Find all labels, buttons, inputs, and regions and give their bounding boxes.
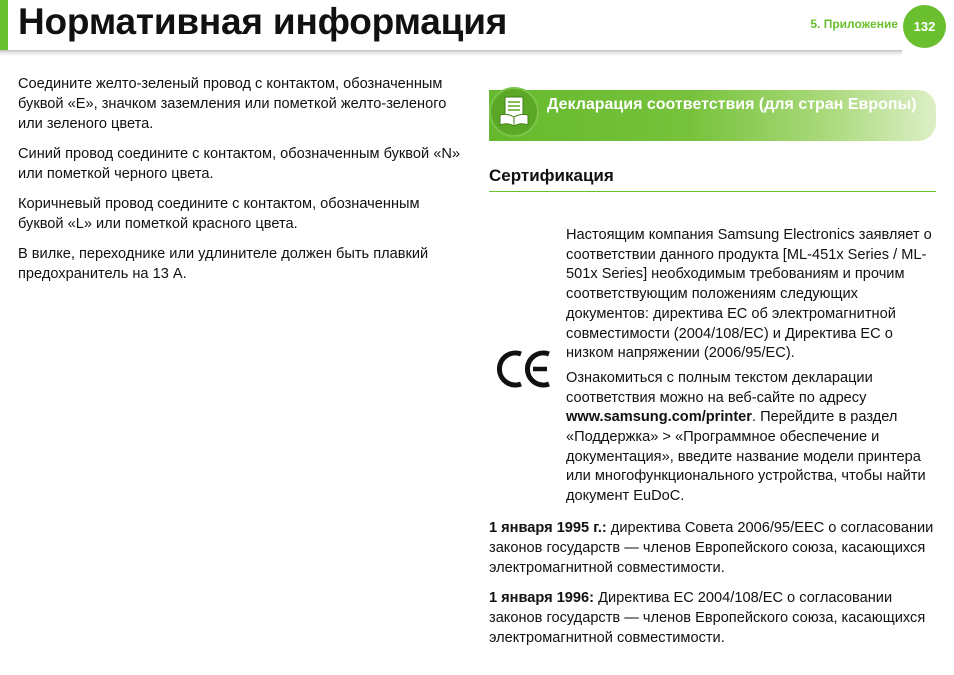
- directive-date: 1 января 1995 г.:: [489, 520, 607, 536]
- certification-heading: Сертификация: [489, 166, 614, 185]
- declaration-banner: [489, 90, 936, 141]
- paragraph: Коричневый провод соедините с контактом, обозначенным буквой «L» или пометкой красного цвета.: [18, 196, 420, 232]
- header-accent-bar: [0, 0, 8, 52]
- certification-paragraph: Настоящим компания Samsung Electronics заявляет о соответствии данного продукта [ML-451x Series / ML-501x Series] необходимым требованиям и прочим соответствующим положениям следующих документов: директива ЕС об электромагнитной совместимости (2004/108/EC) и Директива ЕС о низком напряжении (2006/95/EC).: [566, 227, 932, 362]
- paragraph: В вилке, переходнике или удлинителе должен быть плавкий предохранитель на 13 A.: [18, 246, 429, 282]
- text-span: Ознакомиться с полным текстом декларации соответствия можно на веб-сайте по адресу: [566, 369, 873, 406]
- text-span: . Перейдите в раздел «Поддержка» > «Программное обеспечение и документация», введите название модели принтера или многофункционального устройства, чтобы найти документ EuDoC.: [566, 409, 926, 505]
- paragraph: Синий провод соедините с контактом, обозначенным буквой «N» или пометкой черного цвета.: [18, 146, 460, 182]
- directive-text: Директива ЕС 2004/108/EC о согласовании законов государств — членов Европейского союза, касающихся электромагнитной совместимости.: [489, 590, 926, 646]
- ce-mark-icon: [497, 348, 553, 390]
- page-number-badge: 132: [903, 5, 946, 48]
- left-column: [18, 74, 468, 294]
- banner-title: Декларация соответствия (для стран Европы): [547, 96, 917, 113]
- paragraph: Соедините желто-зеленый провод с контактом, обозначенным буквой «E», значком заземления или пометкой желто-зеленого или зеленого цвета.: [18, 76, 447, 132]
- directive-date: 1 января 1996:: [489, 590, 595, 606]
- samsung-printer-link[interactable]: www.samsung.com/printer: [566, 409, 752, 426]
- header-divider: [0, 50, 902, 56]
- directive-item: [489, 588, 939, 648]
- page-title: Нормативная информация: [18, 1, 508, 42]
- heading-divider: [489, 191, 936, 192]
- directive-text: директива Совета 2006/95/EEC о согласовании законов государств — членов Европейского союза, касающихся электромагнитной совместимости.: [489, 520, 934, 576]
- document-book-icon: [489, 87, 539, 137]
- directive-dates: [489, 518, 939, 658]
- certification-text: [566, 226, 938, 512]
- section-breadcrumb[interactable]: 5. Приложение: [810, 17, 898, 31]
- certification-paragraph: [566, 369, 938, 507]
- directive-item: [489, 518, 939, 578]
